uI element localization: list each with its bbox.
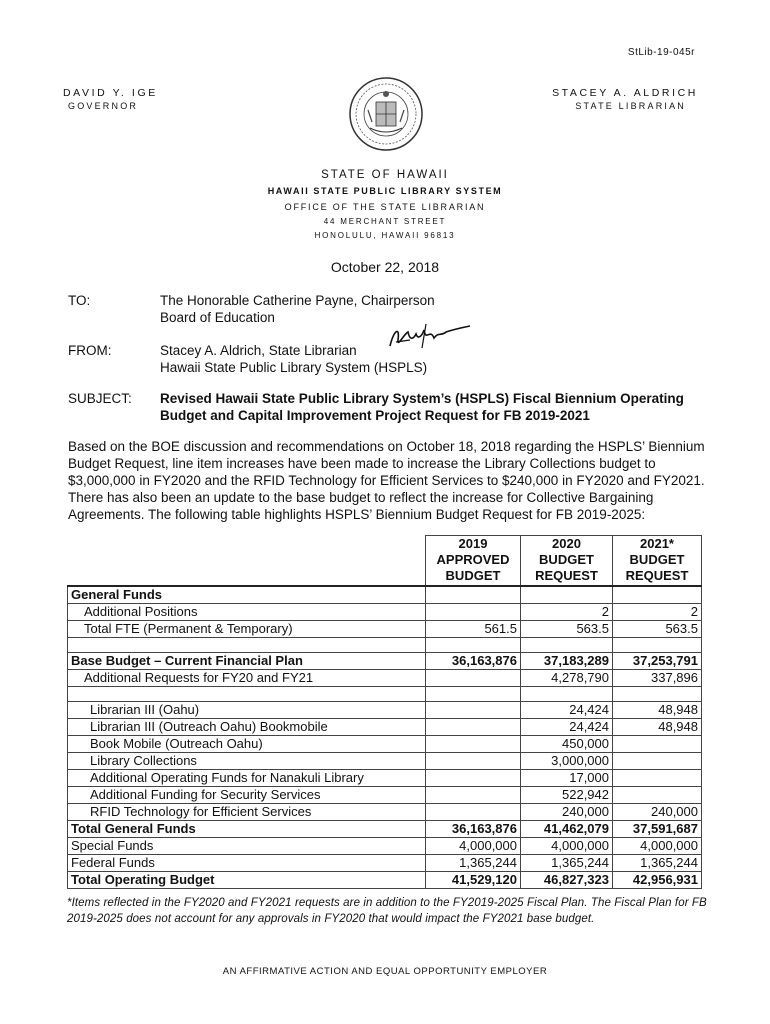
cell-2020: 24,424	[521, 702, 613, 719]
subject-label: SUBJECT:	[68, 391, 132, 406]
cell-2019	[426, 770, 521, 787]
cell-2020: 4,278,790	[521, 670, 613, 687]
cell-2019	[426, 670, 521, 687]
cell-2020: 4,000,000	[521, 838, 613, 855]
table-row	[68, 702, 702, 719]
cell-2021: 563.5	[613, 621, 702, 638]
row-label: Additional Requests for FY20 and FY21	[68, 670, 426, 687]
state-librarian-title: STATE LIBRARIAN	[575, 101, 686, 111]
header-text: BUDGET	[629, 552, 685, 567]
cell-2019	[426, 736, 521, 753]
header-blank	[68, 536, 426, 587]
table-row	[68, 804, 702, 821]
header-text: APPROVED	[436, 552, 510, 567]
table-row	[68, 653, 702, 670]
table-row	[68, 855, 702, 872]
row-label: Additional Positions	[68, 604, 426, 621]
cell-2021: 240,000	[613, 804, 702, 821]
table-row	[68, 838, 702, 855]
row-label: RFID Technology for Efficient Services	[68, 804, 426, 821]
header-city: HONOLULU, HAWAII 96813	[314, 231, 456, 240]
cell-2021: 337,896	[613, 670, 702, 687]
row-label: Federal Funds	[68, 855, 426, 872]
cell-2020	[521, 586, 613, 604]
subject-line-1: Revised Hawaii State Public Library System’s (HSPLS) Fiscal Biennium Operating	[160, 391, 684, 406]
cell-2019	[426, 586, 521, 604]
header-2020-request	[521, 536, 613, 587]
cell-2021: 1,365,244	[613, 855, 702, 872]
subject-text	[160, 390, 720, 424]
cell-2021	[613, 736, 702, 753]
cell-2020: 1,365,244	[521, 855, 613, 872]
governor-title: GOVERNOR	[68, 101, 139, 111]
table-footnote: *Items reflected in the FY2020 and FY2021 requests are in addition to the FY2019-2025 Fiscal Plan. The Fiscal Plan for FB 2019-2025 does not account for any approvals in FY2020 that would impact the FY2021 base budget.	[67, 897, 707, 925]
cell-2020: 522,942	[521, 787, 613, 804]
table-row	[68, 719, 702, 736]
from-line-1: Stacey A. Aldrich, State Librarian	[160, 343, 357, 358]
cell-2020: 24,424	[521, 719, 613, 736]
cell-2019	[426, 604, 521, 621]
table-row	[68, 872, 702, 889]
cell-2020: 37,183,289	[521, 653, 613, 670]
header-text: 2021*	[640, 536, 674, 551]
signature-icon	[386, 320, 472, 354]
table-row	[68, 670, 702, 687]
row-label: Book Mobile (Outreach Oahu)	[68, 736, 426, 753]
row-label: Special Funds	[68, 838, 426, 855]
memo-date: October 22, 2018	[330, 259, 440, 275]
to-line-2: Board of Education	[160, 310, 275, 325]
header-state: STATE OF HAWAII	[321, 169, 449, 181]
header-2021-request	[613, 536, 702, 587]
row-label: Librarian III (Outreach Oahu) Bookmobile	[68, 719, 426, 736]
table-header-row	[68, 536, 702, 587]
cell-2021: 4,000,000	[613, 838, 702, 855]
cell-2020: 46,827,323	[521, 872, 613, 889]
header-text: REQUEST	[625, 568, 689, 583]
table-row	[68, 586, 702, 604]
cell-2020: 3,000,000	[521, 753, 613, 770]
cell-2019: 36,163,876	[426, 821, 521, 838]
header-text: REQUEST	[535, 568, 598, 583]
to-label: TO:	[68, 293, 91, 308]
body-paragraph: Based on the BOE discussion and recommendations on October 18, 2018 regarding the HSPLS’ Biennium Budget Request, line item increases have been made to increase the Library Collections budget to $3,000,000 in FY2020 and the RFID Technology for Efficient Services to $240,000 in FY2020 and FY2021. There has also been an update to the base budget to reflect the increase for Collective Bargaining Agreements. The following table highlights HSPLS’ Biennium Budget Request for FB 2019-2025:	[68, 439, 705, 522]
governor-name: DAVID Y. IGE	[63, 87, 158, 99]
row-label: Total General Funds	[68, 821, 426, 838]
cell-2020: 17,000	[521, 770, 613, 787]
row-label: General Funds	[68, 586, 426, 604]
table-row	[68, 621, 702, 638]
cell-2021: 42,956,931	[613, 872, 702, 889]
row-label: Librarian III (Oahu)	[68, 702, 426, 719]
to-line-1: The Honorable Catherine Payne, Chairperson	[160, 293, 435, 308]
cell-2019: 561.5	[426, 621, 521, 638]
cell-2019: 36,163,876	[426, 653, 521, 670]
cell-2019: 1,365,244	[426, 855, 521, 872]
cell-2021: 48,948	[613, 719, 702, 736]
header-text: BUDGET	[539, 552, 594, 567]
footer-eeo-statement: AN AFFIRMATIVE ACTION AND EQUAL OPPORTUNITY EMPLOYER	[222, 966, 548, 977]
table-spacer-row	[68, 638, 702, 653]
row-label: Base Budget – Current Financial Plan	[68, 653, 426, 670]
header-text: 2020	[552, 536, 581, 551]
row-label: Additional Operating Funds for Nanakuli Library	[68, 770, 426, 787]
cell-2021	[613, 753, 702, 770]
cell-2020: 240,000	[521, 804, 613, 821]
cell-2021: 48,948	[613, 702, 702, 719]
cell-2021	[613, 787, 702, 804]
cell-2020: 450,000	[521, 736, 613, 753]
cell-2021	[613, 586, 702, 604]
from-line-2: Hawaii State Public Library System (HSPLS)	[160, 360, 428, 375]
subject-line-2: Budget and Capital Improvement Project Request for FB 2019-2021	[160, 408, 590, 423]
table-row	[68, 604, 702, 621]
cell-2021: 2	[613, 604, 702, 621]
cell-2021: 37,253,791	[613, 653, 702, 670]
cell-2020: 41,462,079	[521, 821, 613, 838]
from-label: FROM:	[68, 343, 112, 358]
cell-2020: 2	[521, 604, 613, 621]
header-text: BUDGET	[445, 568, 501, 583]
cell-2019	[426, 702, 521, 719]
cell-2019: 4,000,000	[426, 838, 521, 855]
table-row	[68, 770, 702, 787]
budget-table	[67, 535, 702, 889]
table-spacer-row	[68, 687, 702, 702]
header-text: 2019	[458, 536, 488, 551]
cell-2019	[426, 804, 521, 821]
row-label: Library Collections	[68, 753, 426, 770]
cell-2019: 41,529,120	[426, 872, 521, 889]
cell-2021: 37,591,687	[613, 821, 702, 838]
state-seal-icon	[348, 76, 424, 152]
cell-2020: 563.5	[521, 621, 613, 638]
table-row	[68, 821, 702, 838]
table-row	[68, 787, 702, 804]
header-office: OFFICE OF THE STATE LIBRARIAN	[284, 202, 486, 212]
row-label: Additional Funding for Security Services	[68, 787, 426, 804]
cell-2021	[613, 770, 702, 787]
header-street: 44 MERCHANT STREET	[323, 217, 447, 226]
header-system: HAWAII STATE PUBLIC LIBRARY SYSTEM	[267, 186, 503, 196]
state-librarian-name: STACEY A. ALDRICH	[552, 87, 698, 99]
table-row	[68, 736, 702, 753]
cell-2019	[426, 787, 521, 804]
document-id: StLib-19-045r	[627, 47, 695, 58]
header-2019-approved	[426, 536, 521, 587]
row-label: Total FTE (Permanent & Temporary)	[68, 621, 426, 638]
cell-2019	[426, 753, 521, 770]
cell-2019	[426, 719, 521, 736]
row-label: Total Operating Budget	[68, 872, 426, 889]
table-row	[68, 753, 702, 770]
